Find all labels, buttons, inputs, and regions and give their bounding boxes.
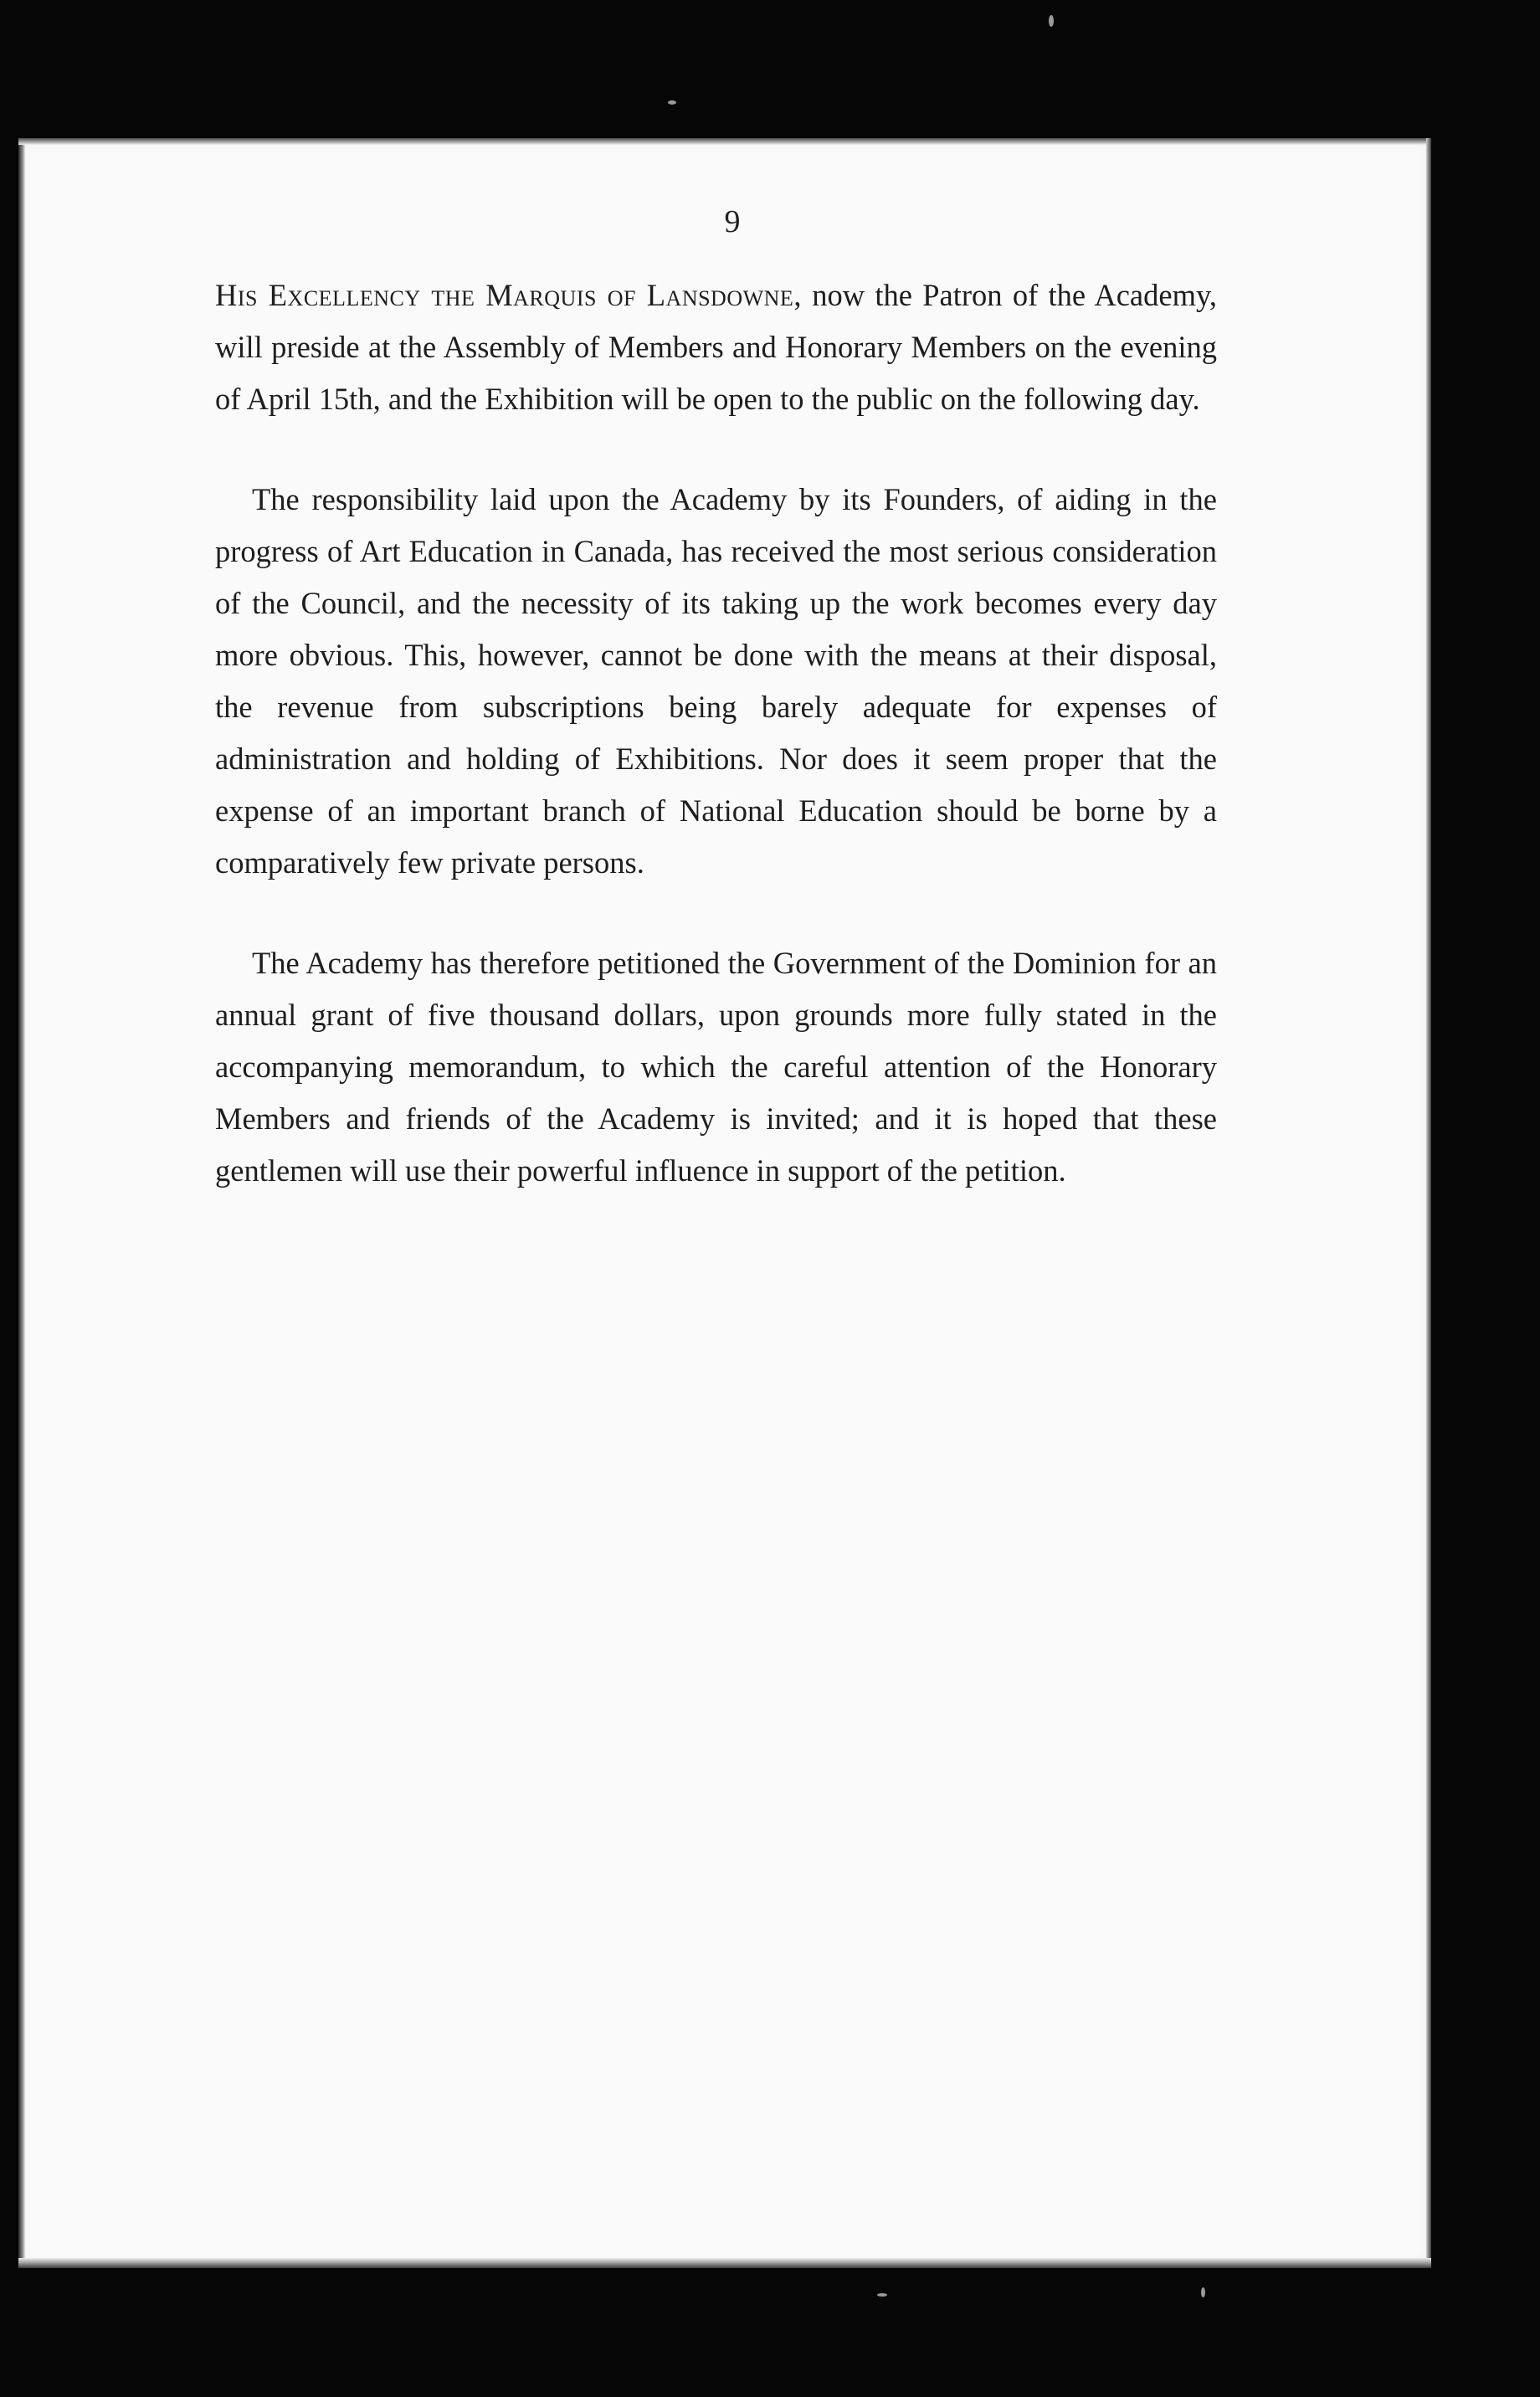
page-number: 9 bbox=[724, 204, 741, 239]
paragraph-responsibility: The responsibility laid upon the Academy by its Founders, of aiding in the progress of Art Education in Canada, has received the most serious consideration of the Council, and the necessity of its taking up the work becomes every day more obvious. This, however, cannot be done with the means at their disposal, the revenue from subscriptions being barely adequate for expenses of administration and holding of Exhibitions. Nor does it seem proper that the expense of an important branch of National Education should be borne by a comparatively few private persons. bbox=[215, 482, 1217, 880]
dust-speck bbox=[877, 2293, 887, 2297]
paragraph-patron bbox=[215, 269, 1217, 425]
dust-speck bbox=[668, 100, 676, 105]
paragraph-petition: The Academy has therefore petitioned the Government of the Dominion for an annual grant of five thousand dollars, upon grounds more fully stated in the accompanying memorandum, to which the careful attention of the Honorary Members and friends of the Academy is invited; and it is hoped that these gentlemen will use their powerful influence in support of the petition. bbox=[215, 946, 1217, 1188]
dust-speck bbox=[1201, 2287, 1205, 2297]
dust-speck bbox=[1049, 15, 1054, 27]
lead-heading: His Excellency the Marquis of Lansdowne, bbox=[215, 278, 802, 312]
page-right-edge bbox=[1426, 138, 1431, 2268]
paragraph-text: now the Patron of the Academy, will preside at the Assembly of Members and Honorary Members on the evening of April 15th, and the Exhibition will be open to the public on the following day. bbox=[215, 278, 1217, 416]
page-top-edge bbox=[18, 138, 1431, 145]
body-text bbox=[215, 269, 1217, 1197]
page-bottom-edge bbox=[18, 2258, 1431, 2268]
page-left-edge bbox=[18, 138, 25, 2268]
